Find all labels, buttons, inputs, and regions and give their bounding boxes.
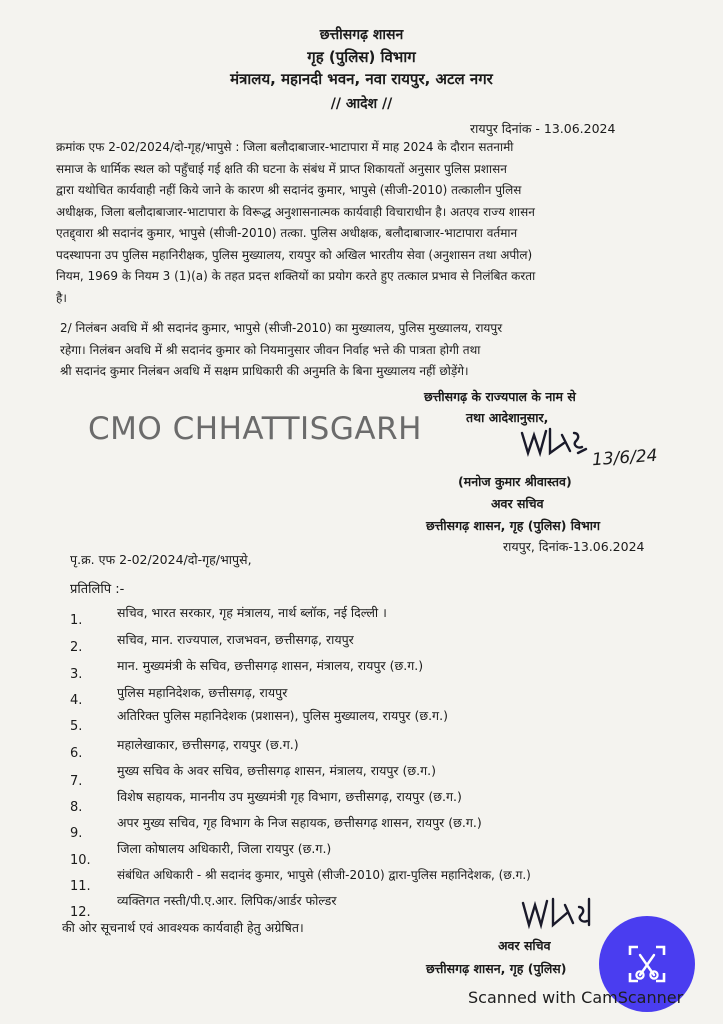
order-date: रायपुर दिनांक - 13.06.2024 [470, 121, 616, 136]
list-item-number: 6. [70, 746, 83, 761]
para2-line: रहेगा। निलंबन अवधि में श्री सदानंद कुमार को नियमानुसार जीवन निर्वाह भत्ते की पात्रता होगी तथा [60, 342, 481, 357]
order-title: // आदेश // [330, 96, 393, 112]
dept-header: गृह (पुलिस) विभाग [307, 48, 416, 66]
list-item-number: 4. [70, 693, 83, 708]
scissors-scan-icon [624, 941, 670, 987]
para1-line: क्रमांक एफ 2-02/2024/दो-गृह/भापुसे : जिला बलौदाबाजार-भाटापारा में माह 2024 के दौरान सतनामी [56, 140, 514, 154]
list-item: अपर मुख्य सचिव, गृह विभाग के निज सहायक, छत्तीसगढ़ शासन, रायपुर (छ.ग.) [117, 815, 482, 830]
order-line: तथा आदेशानुसार, [466, 410, 549, 425]
para1-line: समाज के धार्मिक स्थल को पहुँचाई गई क्षति की घटना के संबंध में प्राप्त शिकायतों अनुसार पुलिस प्रशासन [56, 161, 507, 176]
list-item-number: 12. [70, 905, 91, 920]
para1-line: नियम, 1969 के नियम 3 (1)(a) के तहत प्रदत्त शक्तियों का प्रयोग करते हुए तत्काल प्रभाव से निलंबित करता [56, 269, 536, 283]
para1-line: अधीक्षक, जिला बलौदाबाजार-भाटापारा के विरूद्ध अनुशासनात्मक कार्यवाही विचाराधीन है। अतएव राज्य शासन [56, 204, 535, 219]
para2-line: श्री सदानंद कुमार निलंबन अवधि में सक्षम प्राधिकारी की अनुमति के बिना मुख्यालय नहीं छोड़ेंगे। [60, 364, 469, 378]
list-item-number: 7. [70, 774, 83, 789]
list-item: महालेखाकार, छत्तीसगढ़, रायपुर (छ.ग.) [117, 737, 299, 752]
para1-line: पदस्थापना उप पुलिस महानिरीक्षक, पुलिस मुख्यालय, रायपुर को अखिल भारतीय सेवा (अनुशासन तथा अपील) [56, 247, 533, 262]
list-item: अतिरिक्त पुलिस महानिदेशक (प्रशासन), पुलिस मुख्यालय, रायपुर (छ.ग.) [117, 708, 448, 723]
endorsement-designation: अवर सचिव [498, 938, 551, 953]
forward-line: की ओर सूचनार्थ एवं आवश्यक कार्यवाही हेतु अग्रेषित। [62, 920, 304, 935]
order-paragraph-2 [60, 318, 670, 383]
watermark: CMO CHHATTISGARH [88, 411, 422, 447]
list-item: पुलिस महानिदेशक, छत्तीसगढ़, रायपुर [117, 685, 288, 700]
order-paragraph-1 [56, 137, 670, 309]
signatory-name: (मनोज कुमार श्रीवास्तव) [458, 474, 572, 489]
list-item-number: 9. [70, 826, 83, 841]
list-item: सचिव, मान. राज्यपाल, राजभवन, छत्तीसगढ़, रायपुर [117, 632, 354, 647]
address-header: मंत्रालय, महानदी भवन, नवा रायपुर, अटल नगर [230, 70, 493, 88]
list-item-number: 10. [70, 853, 91, 868]
list-item: जिला कोषालय अधिकारी, जिला रायपुर (छ.ग.) [117, 841, 332, 856]
list-item-number: 2. [70, 640, 83, 655]
govt-header: छत्तीसगढ़ शासन [319, 27, 404, 43]
para2-line: 2/ निलंबन अवधि में श्री सदानंद कुमार, भापुसे (सीजी-2010) का मुख्यालय, पुलिस मुख्यालय, रायपुर [60, 321, 503, 335]
closing-date: रायपुर, दिनांक-13.06.2024 [503, 539, 645, 554]
list-item: विशेष सहायक, माननीय उप मुख्यमंत्री गृह विभाग, छत्तीसगढ़, रायपुर (छ.ग.) [117, 789, 462, 804]
list-item: सचिव, भारत सरकार, गृह मंत्रालय, नार्थ ब्लॉक, नई दिल्ली । [117, 605, 387, 620]
signatory-department: छत्तीसगढ़ शासन, गृह (पुलिस) विभाग [426, 518, 601, 533]
list-item: मुख्य सचिव के अवर सचिव, छत्तीसगढ़ शासन, मंत्रालय, रायपुर (छ.ग.) [117, 763, 437, 778]
signatory-designation: अवर सचिव [491, 496, 544, 511]
list-item: व्यक्तिगत नस्ती/पी.ए.आर. लिपिक/आर्डर फोल्डर [117, 893, 337, 908]
endorsement-ref: पृ.क्र. एफ 2-02/2024/दो-गृह/भापुसे, [70, 552, 252, 567]
list-item-number: 11. [70, 879, 91, 894]
scanner-label: Scanned with CamScanner [468, 988, 684, 1007]
list-item-number: 5. [70, 719, 83, 734]
para1-line: एतद्द्वारा श्री सदानंद कुमार, भापुसे (सीजी-2010) तत्का. पुलिस अधीक्षक, बलौदाबाजार-भाटापारा वर्तमान [56, 226, 518, 240]
list-item-number: 3. [70, 667, 83, 682]
copy-label: प्रतिलिपि :- [70, 582, 125, 597]
signature-image [519, 895, 599, 933]
para1-line: है। [56, 290, 67, 305]
governor-line: छत्तीसगढ़ के राज्यपाल के नाम से [424, 389, 576, 404]
signature-image [518, 423, 588, 461]
list-item-number: 8. [70, 800, 83, 815]
list-item-number: 1. [70, 613, 83, 628]
list-item: मान. मुख्यमंत्री के सचिव, छत्तीसगढ़ शासन, मंत्रालय, रायपुर (छ.ग.) [117, 658, 424, 673]
para1-line: द्वारा यथोचित कार्यवाही नहीं किये जाने के कारण श्री सदानंद कुमार, भापुसे (सीजी-2010) तत्कालीन पुलिस [56, 183, 522, 197]
endorsement-department: छत्तीसगढ़ शासन, गृह (पुलिस) [426, 961, 567, 976]
signature-date: 13/6/24 [591, 445, 659, 471]
list-item: संबंधित अधिकारी - श्री सदानंद कुमार, भापुसे (सीजी-2010) द्वारा-पुलिस महानिदेशक, (छ.ग.) [117, 868, 531, 882]
